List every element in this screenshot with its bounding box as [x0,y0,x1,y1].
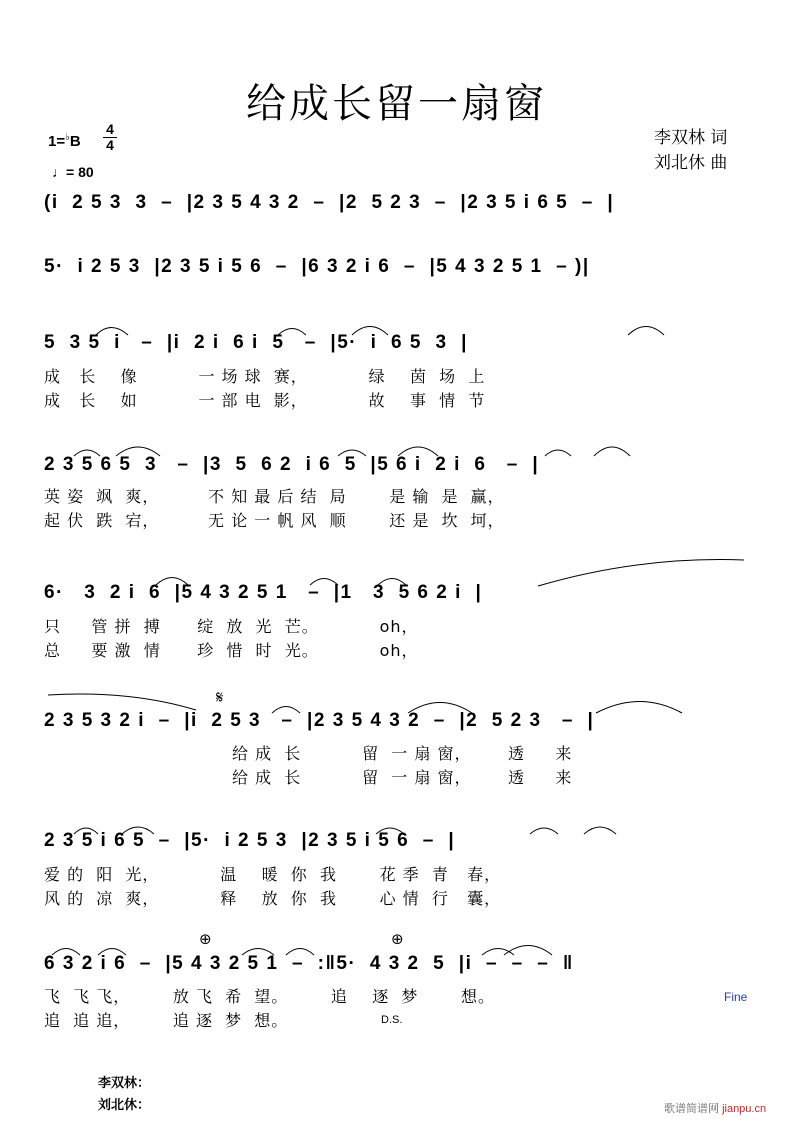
lyrics-row-5-verse-2: 总 要 激 情 珍 惜 时 光。 oh， [44,641,419,660]
lyrics-row-4-verse-2: 起 伏 跌 宕， 无 论 一 帆 风 顺 还 是 坎 坷， [44,511,505,530]
lyrics-row-7-verse-2: 风 的 凉 爽， 释 放 你 我 心 情 行 囊， [44,889,502,908]
dal-segno-mark: D.S. [381,1014,403,1026]
watermark-domain: jianpu.cn [722,1103,767,1115]
lyrics-row-6-verse-2: 给 成 长 留 一 扇 窗， 透 来 [232,768,573,787]
song-title: 给成长留一扇窗 [246,81,547,127]
lyrics-row-4-verse-1: 英 姿 飒 爽， 不 知 最 后 结 局 是 输 是 赢， [44,487,505,506]
coda-sign-1: ⊕ [199,931,212,948]
segno-sign: 𝄋 [216,688,224,707]
notation-row-1: (i 2 5 3 3 – |2 3 5 4 3 2 – |2 5 2 3 – |2 3 5 i 6 5 – | [44,192,615,213]
fine-mark: Fine [724,990,748,1004]
flat-sign: ♭ [65,132,70,143]
footer-composer-label: 刘北休： [98,1098,151,1113]
notation-row-5: 6· 3 2 i 6 |5 4 3 2 5 1 – |1 3 5 6 2 i | [44,582,483,603]
notation-row-3: 5 3 5 i – |i 2 i 6 i 5 – |5· i 6 5 3 | [44,332,468,353]
lyricist-credit: 李双林 词 [654,128,728,148]
lyrics-row-6-verse-1: 给 成 长 留 一 扇 窗， 透 来 [232,744,573,763]
key-label: 1= [48,133,66,150]
notation-row-2: 5· i 2 5 3 |2 3 5 i 5 6 – |6 3 2 i 6 – |5 4 3 2 5 1 – )| [44,256,590,277]
notation-row-6: 2 3 5 3 2 i – |i 2 5 3 – |2 3 5 4 3 2 – |2 5 2 3 – | [44,710,595,731]
tempo-value: = 80 [66,164,94,180]
lyrics-row-3-verse-1: 成 长 像 一 场 球 赛， 绿 茵 场 上 [44,367,486,386]
quarter-note-icon: ♩ [52,164,66,180]
lyrics-row-8-verse-1: 飞 飞 飞， 放 飞 希 望。 追 逐 梦 想。 [44,987,496,1006]
notation-row-7: 2 3 5 i 6 5 – |5· i 2 5 3 |2 3 5 i 5 6 – | [44,830,456,851]
lyrics-row-8-verse-2: 追 追 追， 追 逐 梦 想。 [44,1011,289,1030]
notation-row-4: 2 3 5 6 5 3 – |3 5 6 2 i 6 5 |5 6 i 2 i 6 – | [44,454,540,475]
lyrics-row-5-verse-1: 只 管 拼 搏 绽 放 光 芒。 oh， [44,617,419,636]
watermark-cn: 歌谱简谱网 [664,1103,719,1115]
site-watermark [664,1100,766,1116]
composer-credit: 刘北休 曲 [654,153,728,173]
lyrics-row-7-verse-1: 爱 的 阳 光， 温 暖 你 我 花 季 青 春， [44,865,502,884]
notation-row-8: 6 3 2 i 6 – |5 4 3 2 5 1 – :‖5· 4 3 2 5 |i – – – ‖ [44,953,574,974]
footer-lyricist-label: 李双林： [98,1076,151,1091]
lyrics-row-3-verse-2: 成 长 如 一 部 电 影， 故 事 情 节 [44,391,486,410]
coda-sign-2: ⊕ [391,931,404,948]
time-sig-bottom: 4 [103,137,117,153]
time-sig-top: 4 [106,121,114,137]
key-note: B [69,133,81,150]
